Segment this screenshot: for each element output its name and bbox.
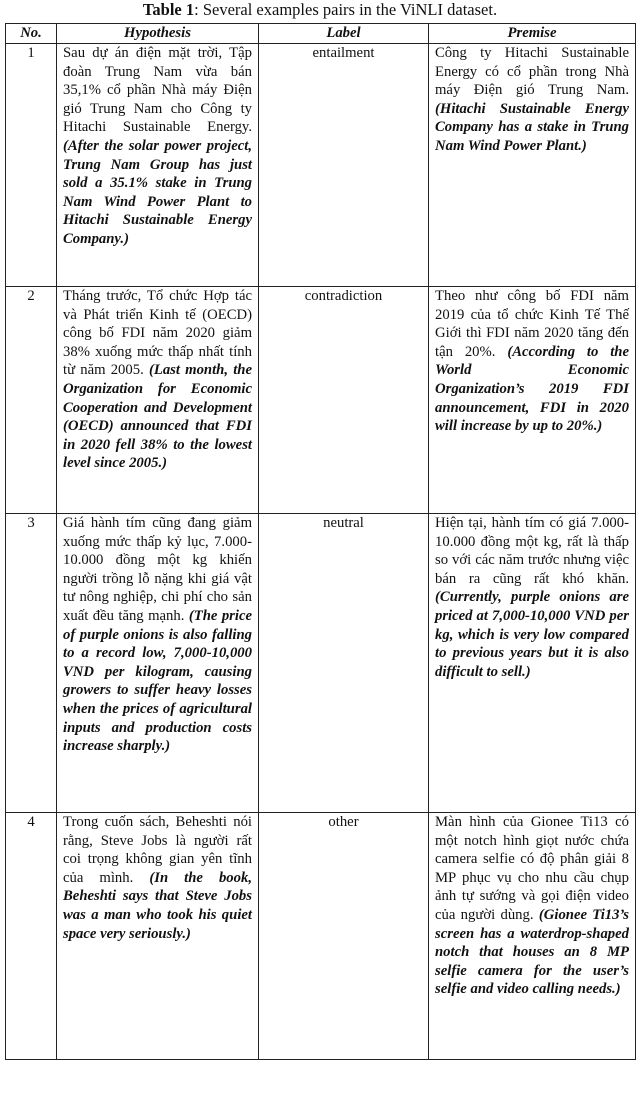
- premise-translation: (Currently, purple onions are priced at 7,000-10,000 VND per kg, which is very low compared to previous years but it is also difficult to sell.): [435, 589, 629, 680]
- premise-cell: [429, 514, 636, 813]
- table-row: [6, 514, 636, 813]
- premise-cell: [429, 44, 636, 287]
- hypothesis-translation: (The price of purple onions is also falling to a record low, 7,000-10,000 VND per kilogram, causing growers to suffer heavy losses when the prices of agricultural inputs and production costs increase sharply.): [63, 607, 252, 755]
- label-cell: neutral: [259, 514, 429, 813]
- premise-text: Hiện tại, hành tím có giá 7.000-10.000 đồng một kg, rất là thấp so với các năm trước nhưng việc bán ra cũng rất khó khăn.: [435, 515, 629, 587]
- examples-table: [5, 23, 636, 1060]
- table-row: [6, 44, 636, 287]
- table-row: [6, 287, 636, 514]
- premise-text: Công ty Hitachi Sustainable Energy có cổ phần trong Nhà máy Điện gió Trung Nam.: [435, 45, 629, 99]
- hypothesis-text: Tháng trước, Tổ chức Hợp tác và Phát triển Kinh tế (OECD) công bố FDI năm 2020 giảm 38% xuống mức thấp nhất tính từ năm 2005.: [63, 288, 252, 379]
- label-cell: contradiction: [259, 287, 429, 514]
- header-premise: Premise: [429, 24, 636, 44]
- label-cell: other: [259, 813, 429, 1060]
- hypothesis-text: Giá hành tím cũng đang giảm xuống mức thấp kỷ lục, 7.000-10.000 đồng một kg khiến người trồng lỗ nặng khi giá vật tư nông nghiệp, chi phí cho sản xuất đều tăng mạnh.: [63, 515, 252, 624]
- label-cell: entailment: [259, 44, 429, 287]
- hypothesis-translation: (After the solar power project, Trung Nam Group has just sold a 35.1% stake in Trung Nam Wind Power Plant to Hitachi Sustainable Energy Company.): [63, 137, 252, 247]
- row-number: 1: [6, 44, 57, 287]
- header-no: No.: [6, 24, 57, 44]
- table-row: [6, 813, 636, 1060]
- caption-text: : Several examples pairs in the ViNLI dataset.: [194, 0, 498, 19]
- hypothesis-text: Trong cuốn sách, Beheshti nói rằng, Steve Jobs là người rất coi trọng không gian yên tĩnh của mình.: [63, 814, 252, 886]
- table-caption: [0, 0, 640, 21]
- premise-cell: [429, 287, 636, 514]
- premise-translation: (Gionee Ti13’s screen has a waterdrop-shaped notch that houses an 8 MP selfie camera for the user’s selfie and video calling needs.): [435, 906, 630, 998]
- premise-text: Theo như công bố FDI năm 2019 của tổ chức Kinh Tế Thế Giới thì FDI năm 2020 tăng đến tận 20%.: [435, 288, 629, 360]
- row-number: 2: [6, 287, 57, 514]
- premise-translation: (According to the World Economic Organization’s 2019 FDI announcement, FDI in 2020 will increase by up to 20%.): [435, 343, 629, 435]
- header-label: Label: [259, 24, 429, 44]
- hypothesis-cell: [57, 287, 259, 514]
- premise-cell: [429, 813, 636, 1060]
- hypothesis-cell: [57, 514, 259, 813]
- row-number: 4: [6, 813, 57, 1060]
- hypothesis-text: Sau dự án điện mặt trời, Tập đoàn Trung Nam vừa bán 35,1% cổ phần Nhà máy Điện gió Trung Nam cho Công ty Hitachi Sustainable Energy.: [63, 45, 252, 136]
- premise-text: Màn hình của Gionee Ti13 có một notch hình giọt nước chứa camera selfie có độ phân giải 8 MP phục vụ cho nhu cầu chụp ảnh tự sướng và gọi điện video của người dùng.: [435, 814, 629, 923]
- hypothesis-cell: [57, 44, 259, 287]
- premise-translation: (Hitachi Sustainable Energy Company has a stake in Trung Nam Wind Power Plant.): [435, 100, 629, 154]
- hypothesis-translation: (Last month, the Organization for Economic Cooperation and Development (OECD) announced that FDI in 2020 fell 38% to the lowest level since 2005.): [63, 362, 252, 472]
- hypothesis-cell: [57, 813, 259, 1060]
- header-hypothesis: Hypothesis: [57, 24, 259, 44]
- caption-label: Table 1: [142, 0, 195, 19]
- table-header-row: [6, 24, 636, 44]
- hypothesis-translation: (In the book, Beheshti says that Steve Jobs was a man who took his quiet space very seriously.): [63, 869, 253, 942]
- row-number: 3: [6, 514, 57, 813]
